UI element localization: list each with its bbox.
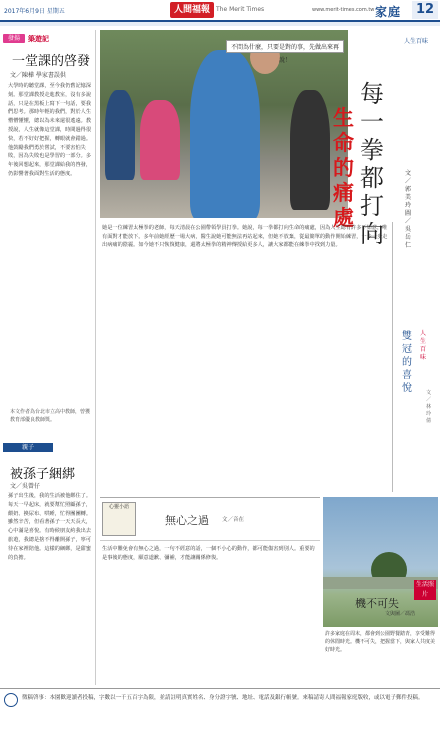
newspaper-logo: 人間福報 [170,2,214,18]
photo-caption: 不問為什麼，只要是對的事，先做出來再說！ [226,40,344,53]
lower-article-title: 無心之過 [165,514,209,527]
divider [100,540,320,541]
photo-article-title: 機不可失 [355,597,399,610]
page-number: 12 [412,1,438,19]
article-byline: 文／吳曾仔 [10,483,41,490]
date: 2017年6月9日 星期五 [4,8,65,15]
website-url: www.merit-times.com.tw [312,7,375,13]
feature-photo [100,30,348,218]
side-article-byline: 文／林玲倩 [426,390,432,424]
side-article-tag: 人生百味 [420,330,427,361]
feature-body: 她是一位練習太極拳的老師，每天清晨在公園帶領學員打拳。她說，每一拳都打向生命的痛處，因為人生總有許多不如意，唯有面對才能放下。多年前她經歷一場大病，醫生說她可能無法再站起來，但她不放棄，從最簡單的動作開始練習，一步一步走出病痛的陰霾。如今她不只恢復健康，還將太極拳的精神傳授給更多人，讓大家都能在練拳中找到力量。 [102,225,388,248]
photo-article-caption: 許多家庭在周末，都會到公園野餐踏青，享受難得的休閒時光。機不可失，把握當下，與家人共度美好時光。 [325,631,436,653]
photo-figure [140,100,180,180]
header-stripe [0,22,440,26]
column-badge-label: 心靈小語 [108,504,129,510]
article-body: 孫子出生後，我的生活被他綁住了。每天一早起床，就要幫忙照顧孫子，餵奶、換尿布、哄睡，忙得團團轉。雖然辛苦，但看著孫子一天天長大，心中滿是喜悅。有時候朋友約我出去旅遊，我總是捨不得離開孫子，寧可待在家裡陪他。這樣的綑綁，是甜蜜的負擔。 [8,493,92,561]
author-note: 本文作者為台北市立高中教師，曾獲教育部優良教師獎。 [10,409,91,423]
feature-byline: 文／郭美玲 圖／吳岳仁 [405,170,412,249]
photo-article-byline: 文與圖／馮浩 [385,611,416,617]
lower-article-byline: 文／音在 [222,517,245,523]
section-title: 家庭 [375,5,402,19]
column-tag: 人生百味 [404,38,429,45]
column-badge [102,502,136,536]
lower-article-body: 生活中難免會有無心之過，一句不經意的話，一個不小心的動作，都可能傷害到別人。重要的是事後的態度，願意道歉、彌補，才能讓關係修復。 [102,546,315,561]
newspaper-logo-en: The Merit Times [216,6,265,13]
article-tag: 發揚 [3,34,25,43]
article-title: 一堂課的啓發 [12,54,91,69]
side-article-title: 雙冠的喜悅 [402,331,412,394]
article-tag: 親子 [3,443,53,452]
photo-tag: 生活照片 [415,581,434,598]
footer-mark-icon [4,693,18,707]
footer-text: 徵稿啓事：本園歡迎讀者投稿，字數以一千五百字為限，並請註明真實姓名、身分證字號、地址、電話及銀行帳號。來稿請寄人間福報家庭版收，或以電子郵件投稿。 [22,695,424,701]
feature-headline-red: 生命的痛處 [333,105,354,230]
photo-figure [290,90,330,210]
feature-headline: 每一拳都打向 [360,80,384,248]
article-byline: 文／陳樺 學家書誤供 [10,72,66,79]
article-tag-label: 築遊記 [28,35,49,43]
article-body: 大學時的聽堂課，至今我仍舊記憶深刻。那堂課教授走進教室，沒有多說話，只是在黑板上寫下一句話，要我們思考。那時年輕的我們，對於人生懵懵懂懂，總以為未來還很遙遠。教授說，人生就像這堂課，時間過得很快，若不好好把握，轉眼就會錯過。他鼓勵我們勇於嘗試，不要害怕失敗，因為失敗也是學習的一部分。多年後回想起來，那堂課給我的啓發，仍影響著我面對生活的態度。 [8,83,92,177]
photo-figure [105,90,135,180]
photo-figure [190,50,260,218]
article-title: 被孫子綑綁 [10,467,76,482]
